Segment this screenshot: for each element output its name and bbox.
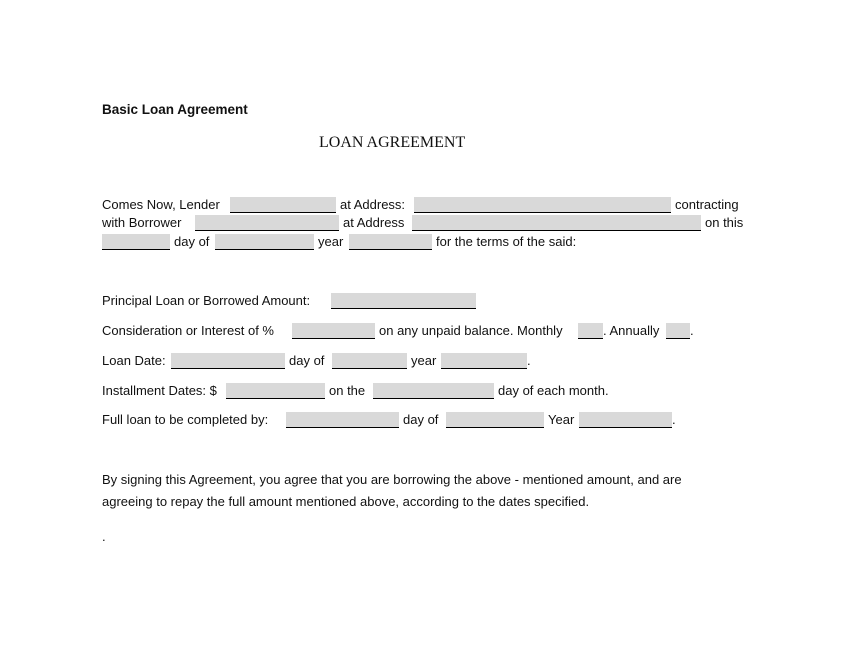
completion-month-field[interactable] [446, 412, 544, 428]
lender-field[interactable] [230, 197, 336, 213]
closing-line-1: By signing this Agreement, you agree that you are borrowing the above - mentioned amount, and are [102, 472, 682, 487]
text-on-this: on this [705, 215, 744, 230]
lender-address-field[interactable] [414, 197, 671, 213]
label-year: year [318, 234, 344, 249]
installment-amount-field[interactable] [226, 383, 325, 399]
monthly-field[interactable] [578, 323, 603, 339]
text-contracting: contracting [675, 197, 739, 212]
label-annually: . Annually [603, 323, 660, 338]
label-interest: Consideration or Interest of % [102, 323, 274, 338]
label-lender-address: at Address: [340, 197, 406, 212]
installment-day-field[interactable] [373, 383, 494, 399]
period: . [690, 323, 694, 338]
agreement-year-field[interactable] [349, 234, 432, 250]
annually-field[interactable] [666, 323, 690, 339]
label-completion-year: Year [548, 412, 575, 427]
borrower-address-field[interactable] [412, 215, 701, 231]
period: . [527, 353, 531, 368]
borrower-field[interactable] [195, 215, 339, 231]
label-loan-day-of: day of [289, 353, 325, 368]
document-title: Basic Loan Agreement [102, 102, 248, 117]
period: . [672, 412, 676, 427]
closing-dot: . [102, 529, 106, 544]
closing-line-2: agreeing to repay the full amount mentioned above, according to the dates specified. [102, 494, 590, 509]
label-monthly: on any unpaid balance. Monthly [379, 323, 563, 338]
interest-field[interactable] [292, 323, 375, 339]
principal-field[interactable] [331, 293, 476, 309]
label-full-loan: Full loan to be completed by: [102, 412, 269, 427]
completion-day-field[interactable] [286, 412, 399, 428]
label-borrower-address: at Address [343, 215, 405, 230]
label-completion-day-of: day of [403, 412, 439, 427]
text-for-terms: for the terms of the said: [436, 234, 577, 249]
label-lender: Comes Now, Lender [102, 197, 220, 212]
label-each-month: day of each month. [498, 383, 609, 398]
agreement-heading: LOAN AGREEMENT [319, 134, 466, 151]
label-loan-year: year [411, 353, 437, 368]
agreement-month-field[interactable] [215, 234, 314, 250]
label-borrower: with Borrower [102, 215, 182, 230]
loan-month-field[interactable] [332, 353, 407, 369]
loan-day-field[interactable] [171, 353, 285, 369]
agreement-day-field[interactable] [102, 234, 170, 250]
label-on-the: on the [329, 383, 366, 398]
label-principal: Principal Loan or Borrowed Amount: [102, 293, 311, 308]
label-installment: Installment Dates: $ [102, 383, 217, 398]
label-day-of: day of [174, 234, 210, 249]
label-loan-date: Loan Date: [102, 353, 166, 368]
loan-year-field[interactable] [441, 353, 527, 369]
completion-year-field[interactable] [579, 412, 672, 428]
